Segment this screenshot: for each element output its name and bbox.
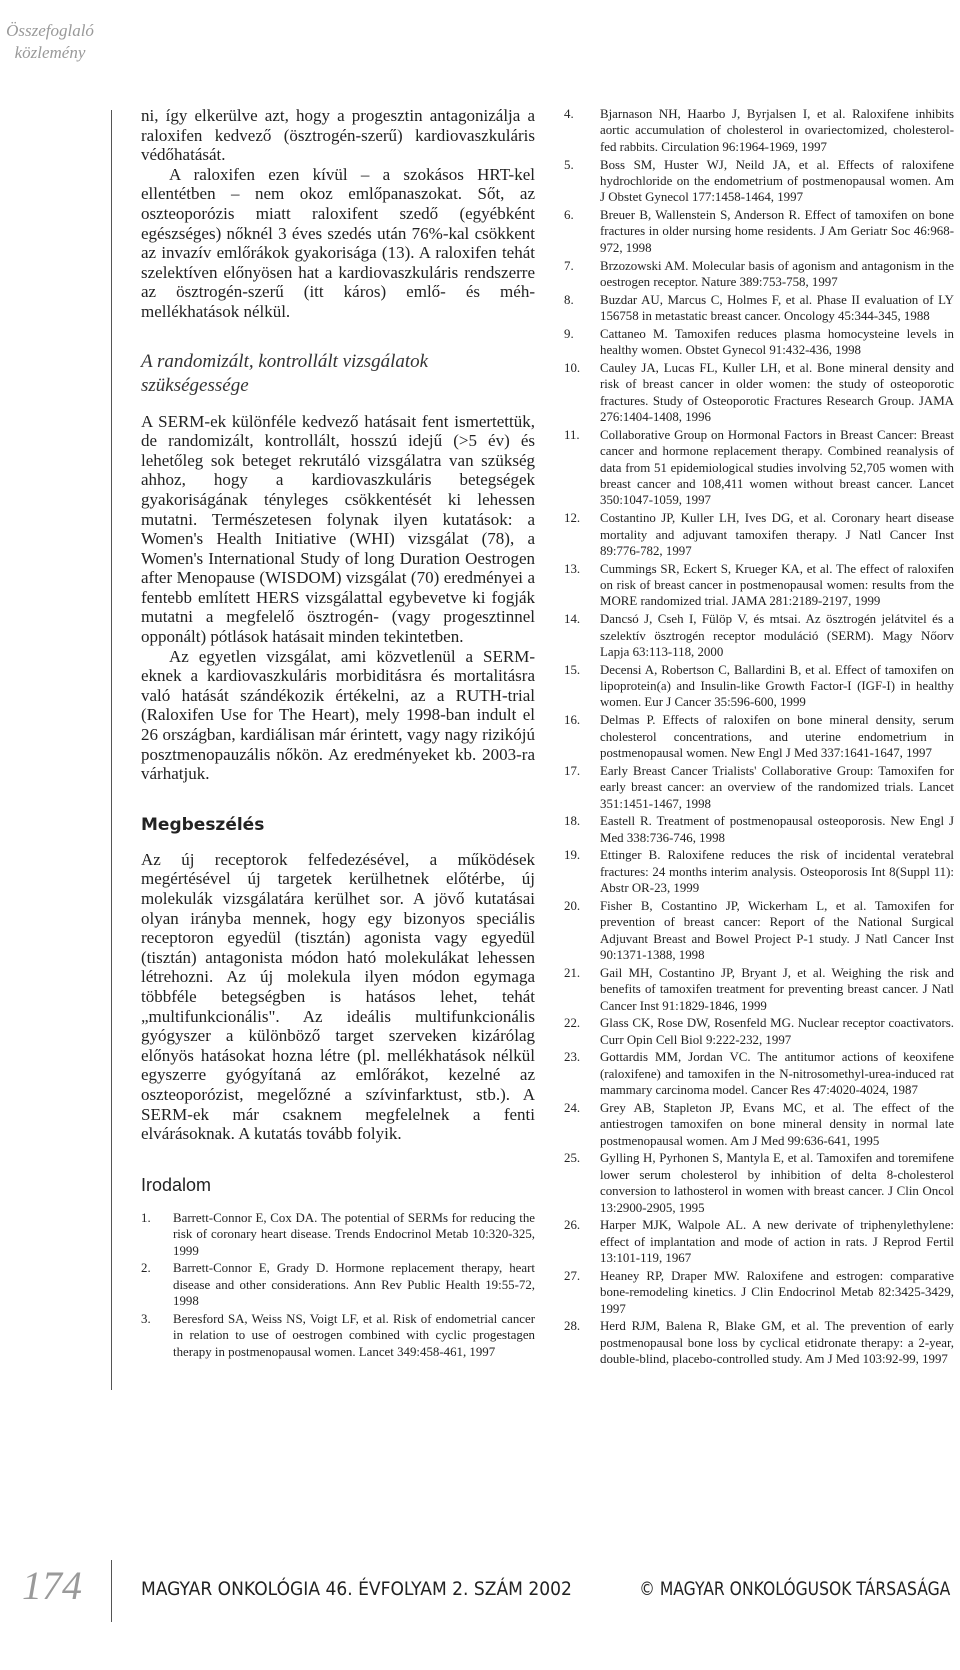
reference-item — [564, 965, 954, 1014]
reference-text: Cummings SR, Eckert S, Krueger KA, et al. The effect of raloxifen on risk of breast cancer in postmenopausal women: results from the MORE randomized trial. JAMA 281:2189-2197, 1999 — [600, 561, 954, 609]
reference-text: Heaney RP, Draper MW. Raloxifene and estrogen: comparative bone-remodeling kinetics. J Clin Endocrinol Metab 82:3425-3429, 1997 — [600, 1268, 954, 1316]
left-column — [141, 106, 535, 1361]
discussion-heading: Megbeszélés — [141, 814, 265, 835]
reference-item — [564, 1268, 954, 1317]
reference-item — [141, 1210, 535, 1259]
right-column — [564, 106, 954, 1369]
reference-text: Gail MH, Costantino JP, Bryant J, et al. Weighing the risk and benefits of tamoxifen treatment for preventing breast cancer. J Natl Cancer Inst 91:1829-1846, 1999 — [600, 965, 954, 1013]
reference-text: Cauley JA, Lucas FL, Kuller LH, et al. Bone mineral density and risk of breast cancer in older women: the study of osteoporotic fractures. Study of Osteoporotic Fractures Research Group. JAMA 276:1404-1408, 1996 — [600, 360, 954, 425]
footer-divider — [111, 1560, 112, 1622]
reference-item — [564, 712, 954, 761]
reference-number: 1. — [141, 1210, 151, 1225]
reference-item — [564, 898, 954, 964]
reference-text: Harper MJK, Walpole AL. A new derivate of triphenylethylene: effect of implantation and mode of action in rats. J Reprod Fertil 13:101-119, 1967 — [600, 1218, 954, 1266]
reference-item — [564, 1049, 954, 1098]
reference-text: Herd RJM, Balena R, Blake GM, et al. The prevention of early postmenopausal bone loss by cyclical etidronate therapy: a 2-year, double-blind, placebo-controlled study. Am J Med 103:92-99, 1997 — [600, 1319, 954, 1367]
reference-text: Decensi A, Robertson C, Ballardini B, et al. Effect of tamoxifen on lipoprotein(a) and Insulin-like Growth Factor-I (IGF-I) in healthy women. Eur J Cancer 35:596-600, 1999 — [600, 662, 954, 710]
reference-item — [564, 510, 954, 559]
footer-copyright: © MAGYAR ONKOLÓGUSOK TÁRSASÁGA — [638, 1578, 950, 1600]
reference-item — [564, 662, 954, 711]
references-list-left — [141, 1210, 535, 1360]
reference-number: 5. — [564, 157, 574, 172]
reference-number: 13. — [564, 561, 581, 576]
reference-text: Breuer B, Wallenstein S, Anderson R. Effect of tamoxifen on bone fractures in older nursing home residents. J Am Geriatr Soc 46:968-972, 1998 — [600, 208, 954, 255]
reference-item — [564, 847, 954, 896]
reference-item — [564, 1100, 954, 1149]
reference-number: 22. — [564, 1016, 581, 1031]
reference-number: 19. — [564, 848, 581, 863]
reference-text: Beresford SA, Weiss NS, Voigt LF, et al. Risk of endometrial cancer in relation to use of oestrogen combined with cyclic progestagen therapy in postmenopausal women. Lancet 349:458-461, 1997 — [173, 1311, 535, 1359]
reference-number: 3. — [141, 1311, 151, 1326]
reference-text: Brzozowski AM. Molecular basis of agonism and antagonism in the oestrogen receptor. Nature 389:753-758, 1997 — [600, 258, 954, 289]
references-list-right — [564, 106, 954, 1368]
reference-number: 2. — [141, 1261, 151, 1276]
reference-text: Grey AB, Stapleton JP, Evans MC, et al. The effect of the antiestrogen tamoxifen on bone mineral density in normal late postmenopausal women. Am J Med 99:636-641, 1995 — [600, 1100, 954, 1148]
reference-item — [564, 292, 954, 325]
reference-text: Fisher B, Costantino JP, Wickerham L, et al. Tamoxifen for prevention of breast cancer: Report of the National Surgical Adjuvant Breast and Bowel Project P-1 study. J Natl Cancer Inst 90:1371-1388, 1998 — [600, 898, 954, 963]
sub-paragraph-2: Az egyetlen vizsgálat, ami közvetlenül a SERM-eknek a kardiovaszkuláris morbiditásra és mortalitásra való hatását szándékozik értékelni, az a RUTH-trial (Raloxifen Use for The Heart), mely 1998-ban indult el 26 országban, kardiálisan már érintett, vagy nagy rizikójú posztmenopauzális nőkön. Az eredményeket kb. 2003-ra várhatjuk. — [141, 646, 535, 784]
reference-number: 12. — [564, 511, 581, 526]
reference-number: 4. — [564, 107, 574, 121]
reference-number: 10. — [564, 360, 581, 375]
reference-item — [564, 326, 954, 359]
reference-item — [564, 561, 954, 610]
reference-item — [564, 258, 954, 291]
reference-text: Buzdar AU, Marcus C, Holmes F, et al. Phase II evaluation of LY 156758 in metastatic breast cancer. Oncology 45:344-345, 1988 — [600, 292, 954, 324]
reference-number: 26. — [564, 1218, 581, 1233]
reference-number: 23. — [564, 1050, 581, 1065]
reference-text: Ettinger B. Raloxifene reduces the risk of incidental veratebral fractures: 24 months interim analysis. Osteoporosis Int 8(Suppl 11): Abstr OR-23, 1999 — [600, 848, 954, 896]
reference-number: 15. — [564, 662, 581, 677]
reference-number: 27. — [564, 1268, 581, 1283]
reference-text: Early Breast Cancer Trialists' Collaborative Group: Tamoxifen for early breast cancer: an overview of the randomized trials. Lancet 351:1451-1467, 1998 — [600, 763, 954, 811]
reference-number: 9. — [564, 326, 574, 341]
section-label: Összefoglaló közlemény — [6, 21, 94, 62]
reference-number: 17. — [564, 763, 581, 778]
reference-item — [564, 360, 954, 426]
reference-text: Bjarnason NH, Haarbo J, Byrjalsen I, et al. Raloxifene inhibits aortic accumulation of cholesterol in ovariectomized, cholesterol-fed rabbits. Circulation 96:1964-1969, 1997 — [600, 107, 954, 154]
reference-item — [564, 1318, 954, 1367]
reference-text: Delmas P. Effects of raloxifen on bone mineral density, serum cholesterol concentrations, and uterine endometrium in postmenopausal women. New Engl J Med 337:1641-1647, 1997 — [600, 713, 954, 760]
reference-text: Costantino JP, Kuller LH, Ives DG, et al. Coronary heart disease mortality and adjuvant tamoxifen therapy. J Natl Cancer Inst 89:776-782, 1997 — [600, 511, 954, 558]
reference-item — [564, 1150, 954, 1216]
reference-item — [564, 207, 954, 256]
reference-text: Gottardis MM, Jordan VC. The antitumor actions of keoxifene (raloxifene) and tamoxifen in the N-nitrosomethyl-urea-induced rat mammary carcinoma model. Cancer Res 47:4020-4024, 1987 — [600, 1050, 954, 1098]
references-heading: Irodalom — [141, 1174, 212, 1195]
reference-text: Dancsó J, Cseh I, Fülöp V, és mtsai. Az ösztrogén jelátvitel és a szelektív ösztrogén receptor moduláció (SERM). Magy Nőorv Lapja 63:113-118, 2000 — [600, 612, 954, 659]
intro-paragraph-2: A raloxifen ezen kívül – a szokásos HRT-kel ellentétben – nem okoz emlőpanaszokat. Sőt, az oszteoporózis miatt raloxifent szedő (egyébként egészséges) nőknél 3 éves szedés után 76%-kal csökkent az invazív emlőrákok gyakorisága (13). A raloxifen tehát szelektíven előnyösen hat a kardiovaszkuláris rendszerre az ösztrogén-szerű (itt káros) emlő- és méh-mellékhatások nélkül. — [141, 164, 535, 321]
reference-item — [564, 611, 954, 660]
reference-number: 24. — [564, 1100, 581, 1115]
reference-number: 11. — [564, 427, 580, 442]
reference-item — [564, 813, 954, 846]
reference-item — [141, 1311, 535, 1360]
page-number: 174 — [22, 1563, 82, 1608]
reference-number: 20. — [564, 898, 581, 913]
reference-item — [564, 106, 954, 155]
reference-number: 25. — [564, 1151, 581, 1166]
reference-item — [564, 427, 954, 509]
reference-text: Barrett-Connor E, Cox DA. The potential of SERMs for reducing the risk of coronary heart disease. Trends Endocrinol Metab 10:320-325, 1999 — [173, 1210, 535, 1258]
reference-text: Collaborative Group on Hormonal Factors in Breast Cancer: Breast cancer and hormone replacement therapy. Combined reanalysis of data from 51 epidemiological studies involving 52,705 women with breast cancer and 108,411 women without breast cancer. Lancet 350:1047-1059, 1997 — [600, 427, 954, 508]
reference-number: 8. — [564, 292, 574, 307]
column-divider — [111, 110, 112, 1390]
reference-text: Cattaneo M. Tamoxifen reduces plasma homocysteine levels in healthy women. Obstet Gynecol 91:432-436, 1998 — [600, 326, 954, 358]
reference-number: 18. — [564, 814, 581, 829]
reference-item — [564, 157, 954, 206]
reference-number: 21. — [564, 965, 581, 980]
reference-number: 7. — [564, 258, 574, 273]
reference-text: Eastell R. Treatment of postmenopausal osteoporosis. New Engl J Med 338:736-746, 1998 — [600, 814, 954, 845]
reference-text: Gylling H, Pyrhonen S, Mantyla E, et al. Tamoxifen and toremifene lower serum cholesterol by inhibition of delta 8-cholesterol conversion to lathosterol in women with breast cancer. J Clin Oncol 13:2900-2905, 1995 — [600, 1151, 954, 1215]
intro-paragraph-1: ni, így elkerülve azt, hogy a progesztin antagonizálja a raloxifen kedvező (ösztrogén-szerű) kardiovaszkuláris védőhatását. — [141, 106, 535, 165]
reference-item — [564, 1217, 954, 1266]
reference-text: Boss SM, Huster WJ, Neild JA, et al. Effects of raloxifene hydrochloride on the endometrium of postmenopausal women. Am J Obstet Gynecol 177:1458-1464, 1997 — [600, 157, 954, 205]
reference-text: Barrett-Connor E, Grady D. Hormone replacement therapy, heart disease and other considerations. Ann Rev Public Health 19:55-72, 1998 — [173, 1261, 535, 1309]
discussion-paragraph: Az új receptorok felfedezésével, a működések megértésével új targetek kerülhetnek előtérbe, új molekulák vizsgálatára kerülhet sor. A jövő kutatásai olyan irányba mennek, hogy egy bizonyos speciális receptoron egyedül (tisztán) agonista vagy egyedül (tisztán) antagonista módon ható molekulákat lehessen létrehozni. Az új molekula ilyen módon egymaga többféle betegségben is hatásos lehet, tehát „multifunkcionális". Az ideális multifunkcionális gyógyszer a különböző target szerveken kizárólag előnyös hatásokat hozna létre (pl. mellékhatások nélkül egyszerre gyógyítaná az emlőrákot, kezelné az oszteoporózist, megelőzné a szívinfarktust, stb.). A SERM-ek már csaknem megfelelnek a fenti elvárásoknak. A kutatás tovább folyik. — [141, 849, 535, 1144]
reference-item — [141, 1260, 535, 1309]
reference-number: 16. — [564, 713, 581, 728]
sub-paragraph-1: A SERM-ek különféle kedvező hatásait fent ismertettük, de randomizált, kontrollált, hosszú idejű (>5 év) és lehetőleg sok beteget rekrutáló vizsgálatra van szükség ahhoz, hogy a kardiovaszkuláris betegségek gyakoriságának tényleges csökkentését ki lehessen mutatni. Természetesen folynak ilyen kutatások: a Women's Health Initiative (WHI) vizsgálat (78), a Women's International Study of long Duration Oestrogen after Menopause (WISDOM) vizsgálat (70) eredményei a fentebb említett HERS vizsgálattal egybevetve ki fogják mutatni a megfelelő ösztrogén- (vagy progesztinnel opponált) pótlások hatásait minden tekintetben. — [141, 411, 535, 647]
reference-item — [564, 763, 954, 812]
reference-text: Glass CK, Rose DW, Rosenfeld MG. Nuclear receptor coactivators. Curr Opin Cell Biol 9:222-232, 1997 — [600, 1016, 954, 1047]
reference-item — [564, 1015, 954, 1048]
section-subheading: A randomizált, kontrollált vizsgálatok szükségessége — [141, 350, 429, 396]
reference-number: 14. — [564, 612, 581, 627]
reference-number: 28. — [564, 1319, 581, 1334]
footer-journal-title: MAGYAR ONKOLÓGIA 46. ÉVFOLYAM 2. SZÁM 2002 — [141, 1578, 572, 1600]
reference-number: 6. — [564, 208, 574, 223]
